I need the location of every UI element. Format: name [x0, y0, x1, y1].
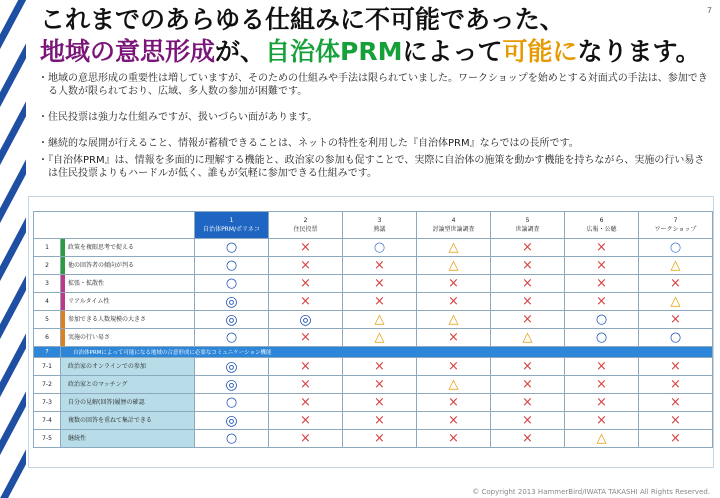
rating-mark: ○	[225, 240, 238, 255]
row-label-text: 政策を複眼思考で捉える	[68, 244, 135, 251]
column-number: 3	[377, 217, 382, 224]
rating-cell	[639, 239, 713, 257]
page-title	[40, 4, 701, 68]
rating-cell	[491, 293, 565, 311]
rating-cell	[343, 394, 417, 412]
rating-mark: ○	[225, 258, 238, 273]
rating-cell	[269, 293, 343, 311]
rating-mark: ×	[596, 413, 607, 428]
row-label	[61, 376, 195, 394]
rating-cell	[565, 239, 639, 257]
row-number: 7-5	[34, 430, 61, 448]
stripe	[0, 88, 26, 171]
row-label	[61, 430, 195, 448]
rating-mark: ×	[300, 413, 311, 428]
rating-mark: ×	[300, 294, 311, 309]
rating-cell	[343, 257, 417, 275]
table-row	[34, 329, 713, 347]
column-header	[491, 212, 565, 239]
rating-mark: ◎	[299, 311, 312, 328]
table-row	[34, 311, 713, 329]
rating-cell	[565, 394, 639, 412]
rating-cell	[343, 412, 417, 430]
rating-mark: ×	[374, 258, 385, 273]
column-label: 熟議	[373, 226, 386, 233]
table-row	[34, 293, 713, 311]
rating-cell	[195, 358, 269, 376]
rating-mark: ×	[300, 431, 311, 446]
rating-cell	[195, 412, 269, 430]
rating-mark: ×	[448, 276, 459, 291]
rating-cell	[639, 275, 713, 293]
rating-cell	[491, 311, 565, 329]
rating-mark: ◎	[225, 412, 238, 429]
rating-cell	[269, 275, 343, 293]
column-header	[343, 212, 417, 239]
row-label	[61, 275, 195, 293]
rating-cell	[195, 275, 269, 293]
bullet-item: ・住民投票は強力な仕組みですが、扱いづらい面があります。	[38, 112, 318, 123]
row-color-bar	[61, 329, 65, 346]
row-label-text: リアルタイム性	[68, 298, 110, 305]
rating-mark: ○	[669, 240, 682, 255]
rating-mark: ×	[596, 276, 607, 291]
row-label	[61, 311, 195, 329]
copyright: © Copyright 2013 HammerBird/IWATA TAKASHI All Rights Reserved.	[472, 488, 710, 496]
column-number: 6	[599, 217, 604, 224]
rating-cell	[195, 293, 269, 311]
column-number: 5	[525, 217, 530, 224]
row-label-text: 参加できる人数規模の大きさ	[68, 316, 147, 323]
rating-mark: ×	[374, 395, 385, 410]
rating-cell	[417, 376, 491, 394]
row-number: 2	[34, 257, 61, 275]
rating-mark: ×	[596, 395, 607, 410]
title-part: なります。	[577, 37, 701, 66]
title-part: 自治体PRM	[265, 37, 403, 66]
column-label: 世論調査	[515, 226, 540, 233]
rating-cell	[417, 239, 491, 257]
row-color-bar	[61, 376, 65, 393]
table-row	[34, 239, 713, 257]
rating-cell	[195, 329, 269, 347]
rating-cell	[417, 275, 491, 293]
rating-cell	[417, 412, 491, 430]
rating-cell	[343, 311, 417, 329]
stripe	[0, 30, 26, 113]
column-label: 討論型世論調査	[432, 226, 475, 233]
row-number: 6	[34, 329, 61, 347]
rating-mark: ○	[669, 330, 682, 345]
table-row	[34, 257, 713, 275]
rating-mark: ×	[374, 377, 385, 392]
rating-mark: △	[670, 258, 681, 273]
rating-mark: ×	[374, 276, 385, 291]
rating-mark: ×	[522, 312, 533, 327]
column-number: 2	[303, 217, 308, 224]
rating-mark: △	[448, 258, 459, 273]
column-header	[565, 212, 639, 239]
row-color-bar	[61, 358, 65, 375]
rating-cell	[639, 257, 713, 275]
table-header-row	[34, 212, 713, 239]
header-empty	[34, 212, 195, 239]
table-row	[34, 430, 713, 448]
bullet-list	[38, 72, 708, 193]
rating-mark: ◎	[225, 358, 238, 375]
row-label-text: 政治家とのマッチング	[68, 381, 128, 388]
rating-mark: △	[670, 294, 681, 309]
column-label: 住民投票	[293, 226, 318, 233]
rating-cell	[343, 430, 417, 448]
rating-mark: ×	[300, 330, 311, 345]
bullet-item: ・『自治体PRM』は、情報を多面的に理解する機能と、政治家の参加も促すことで、実際に自治体の施策を動かす機能を持ちながら、実施の行い易さは住民投票よりもハードルが低く、誰もが気軽に参加できる仕組みです。	[38, 155, 705, 179]
rating-cell	[417, 430, 491, 448]
column-number: 7	[673, 217, 678, 224]
row-number: 7-1	[34, 358, 61, 376]
rating-mark: △	[596, 431, 607, 446]
rating-mark: ×	[522, 294, 533, 309]
rating-cell	[639, 311, 713, 329]
stripe	[0, 204, 26, 287]
rating-cell	[639, 412, 713, 430]
rating-mark: ×	[670, 431, 681, 446]
title-line1: これまでのあらゆる仕組みに不可能であった、	[40, 5, 565, 34]
column-label: 広報・公聴	[586, 226, 617, 233]
rating-cell	[417, 358, 491, 376]
rating-cell	[343, 358, 417, 376]
rating-mark: △	[522, 330, 533, 345]
row-color-bar	[61, 257, 65, 274]
rating-mark: ×	[522, 395, 533, 410]
rating-mark: △	[448, 240, 459, 255]
rating-mark: ×	[300, 359, 311, 374]
rating-mark: ×	[596, 359, 607, 374]
rating-cell	[491, 275, 565, 293]
section-label: 自治体PRMによって可能になる地域の合意形成に必要なコミュニケーション機能	[61, 347, 713, 358]
rating-cell	[269, 430, 343, 448]
row-number: 5	[34, 311, 61, 329]
rating-cell	[565, 430, 639, 448]
rating-mark: ×	[522, 359, 533, 374]
rating-mark: ×	[522, 413, 533, 428]
rating-cell	[269, 394, 343, 412]
rating-cell	[417, 394, 491, 412]
rating-mark: ×	[522, 240, 533, 255]
bullet-item: ・地域の意思形成の重要性は増していますが、そのための仕組みや手法は限られていました。ワークショップを始めとする対面式の手法は、参加できる人数が限られており、広域、多人数の参加が困難です。	[38, 73, 708, 97]
rating-mark: ○	[225, 395, 238, 410]
rating-cell	[195, 430, 269, 448]
comparison-panel	[28, 196, 714, 468]
rating-cell	[343, 275, 417, 293]
row-label	[61, 358, 195, 376]
rating-mark: ○	[373, 240, 386, 255]
rating-mark: ×	[448, 431, 459, 446]
rating-mark: ×	[596, 240, 607, 255]
rating-cell	[343, 239, 417, 257]
table-row	[34, 376, 713, 394]
rating-cell	[269, 311, 343, 329]
stripe	[0, 378, 26, 461]
rating-cell	[491, 430, 565, 448]
title-part: 可能に	[502, 37, 578, 66]
rating-cell	[195, 257, 269, 275]
rating-cell	[269, 257, 343, 275]
rating-cell	[565, 376, 639, 394]
row-color-bar	[61, 275, 65, 292]
row-number: 4	[34, 293, 61, 311]
rating-mark: ×	[374, 359, 385, 374]
stripe	[0, 262, 26, 345]
rating-mark: ×	[448, 395, 459, 410]
stripe	[0, 320, 26, 403]
rating-cell	[639, 293, 713, 311]
column-number: 1	[229, 217, 234, 224]
rating-mark: ×	[670, 312, 681, 327]
rating-cell	[417, 257, 491, 275]
rating-cell	[269, 412, 343, 430]
row-color-bar	[61, 430, 65, 447]
rating-mark: ×	[522, 431, 533, 446]
row-label-text: 自分の見解(回答)履歴の確認	[68, 399, 145, 406]
rating-mark: ×	[374, 294, 385, 309]
row-label-text: 継続性	[68, 435, 87, 442]
rating-cell	[195, 394, 269, 412]
rating-mark: ×	[448, 294, 459, 309]
comparison-table	[33, 211, 713, 448]
rating-cell	[269, 329, 343, 347]
rating-mark: ×	[448, 413, 459, 428]
row-color-bar	[61, 394, 65, 411]
column-label: 自治体PRM/ポリネコ	[203, 226, 260, 233]
row-color-bar	[61, 239, 65, 256]
rating-cell	[639, 358, 713, 376]
rating-cell	[269, 358, 343, 376]
rating-mark: △	[374, 330, 385, 345]
table-row	[34, 412, 713, 430]
rating-mark: ○	[225, 431, 238, 446]
column-header	[195, 212, 269, 239]
rating-mark: ×	[670, 377, 681, 392]
rating-mark: ×	[596, 377, 607, 392]
rating-mark: △	[374, 312, 385, 327]
rating-mark: ×	[374, 431, 385, 446]
rating-cell	[639, 394, 713, 412]
rating-mark: ×	[300, 258, 311, 273]
rating-cell	[565, 412, 639, 430]
rating-cell	[565, 311, 639, 329]
row-label-text: 政治家のオンラインでの参加	[68, 363, 146, 370]
rating-mark: ×	[522, 276, 533, 291]
decorative-stripes	[0, 0, 26, 498]
table-row	[34, 394, 713, 412]
rating-cell	[565, 275, 639, 293]
rating-mark: ×	[670, 413, 681, 428]
column-header	[417, 212, 491, 239]
rating-cell	[491, 358, 565, 376]
rating-cell	[195, 311, 269, 329]
rating-cell	[565, 293, 639, 311]
rating-cell	[417, 293, 491, 311]
row-label-text: 複数の回答を重ねて集計できる	[68, 417, 152, 424]
rating-cell	[417, 311, 491, 329]
rating-mark: ×	[670, 395, 681, 410]
rating-cell	[639, 430, 713, 448]
rating-cell	[565, 358, 639, 376]
rating-cell	[195, 239, 269, 257]
table-row	[34, 275, 713, 293]
stripe	[0, 146, 26, 229]
rating-cell	[565, 257, 639, 275]
row-label	[61, 257, 195, 275]
row-label	[61, 293, 195, 311]
rating-cell	[491, 329, 565, 347]
page-number: 7	[706, 6, 712, 15]
table-row	[34, 358, 713, 376]
title-part: によって	[402, 37, 503, 66]
title-line2	[40, 36, 701, 68]
rating-cell	[417, 329, 491, 347]
rating-cell	[491, 257, 565, 275]
rating-cell	[195, 376, 269, 394]
row-number: 3	[34, 275, 61, 293]
row-color-bar	[61, 412, 65, 429]
rating-mark: ×	[448, 330, 459, 345]
column-header	[269, 212, 343, 239]
rating-mark: ×	[670, 359, 681, 374]
rating-mark: ×	[596, 294, 607, 309]
row-label-text: 他の回答者の傾向が判る	[68, 262, 135, 269]
row-label-text: 実施の行い易さ	[68, 334, 111, 341]
stripe	[0, 0, 26, 55]
row-number: 7-3	[34, 394, 61, 412]
rating-cell	[491, 239, 565, 257]
rating-mark: ×	[670, 276, 681, 291]
row-label-text: 拡張・拡散性	[68, 280, 105, 287]
rating-mark: ◎	[225, 311, 238, 328]
rating-mark: ○	[595, 312, 608, 327]
row-color-bar	[61, 311, 65, 328]
row-number: 7-2	[34, 376, 61, 394]
section-number: 7	[34, 347, 61, 358]
rating-mark: ×	[300, 240, 311, 255]
rating-mark: ○	[225, 276, 238, 291]
rating-cell	[565, 329, 639, 347]
rating-cell	[491, 376, 565, 394]
rating-cell	[639, 376, 713, 394]
bullet-item: ・継続的な展開が行えること、情報が蓄積できることは、ネットの特性を利用した『自治体PRM』ならではの長所です。	[38, 138, 579, 149]
rating-cell	[343, 376, 417, 394]
rating-cell	[639, 329, 713, 347]
row-label	[61, 329, 195, 347]
rating-cell	[269, 239, 343, 257]
row-number: 1	[34, 239, 61, 257]
rating-mark: ×	[300, 395, 311, 410]
rating-mark: ◎	[225, 376, 238, 393]
rating-mark: ×	[300, 276, 311, 291]
rating-cell	[343, 293, 417, 311]
row-color-bar	[61, 293, 65, 310]
rating-cell	[491, 412, 565, 430]
title-part: が、	[215, 37, 266, 66]
column-number: 4	[451, 217, 456, 224]
rating-cell	[269, 376, 343, 394]
column-label: ワークショップ	[654, 226, 697, 233]
title-part: 地域の意思形成	[40, 37, 216, 66]
rating-mark: ◎	[225, 293, 238, 310]
row-label	[61, 394, 195, 412]
rating-cell	[343, 329, 417, 347]
row-number: 7-4	[34, 412, 61, 430]
row-label	[61, 412, 195, 430]
column-header	[639, 212, 713, 239]
section-row	[34, 347, 713, 358]
rating-mark: ○	[225, 330, 238, 345]
rating-mark: ×	[448, 359, 459, 374]
rating-mark: △	[448, 377, 459, 392]
rating-mark: △	[448, 312, 459, 327]
rating-mark: ×	[522, 377, 533, 392]
rating-mark: ×	[596, 258, 607, 273]
rating-mark: ×	[522, 258, 533, 273]
row-label	[61, 239, 195, 257]
rating-cell	[491, 394, 565, 412]
rating-mark: ○	[595, 330, 608, 345]
rating-mark: ×	[374, 413, 385, 428]
rating-mark: ×	[300, 377, 311, 392]
